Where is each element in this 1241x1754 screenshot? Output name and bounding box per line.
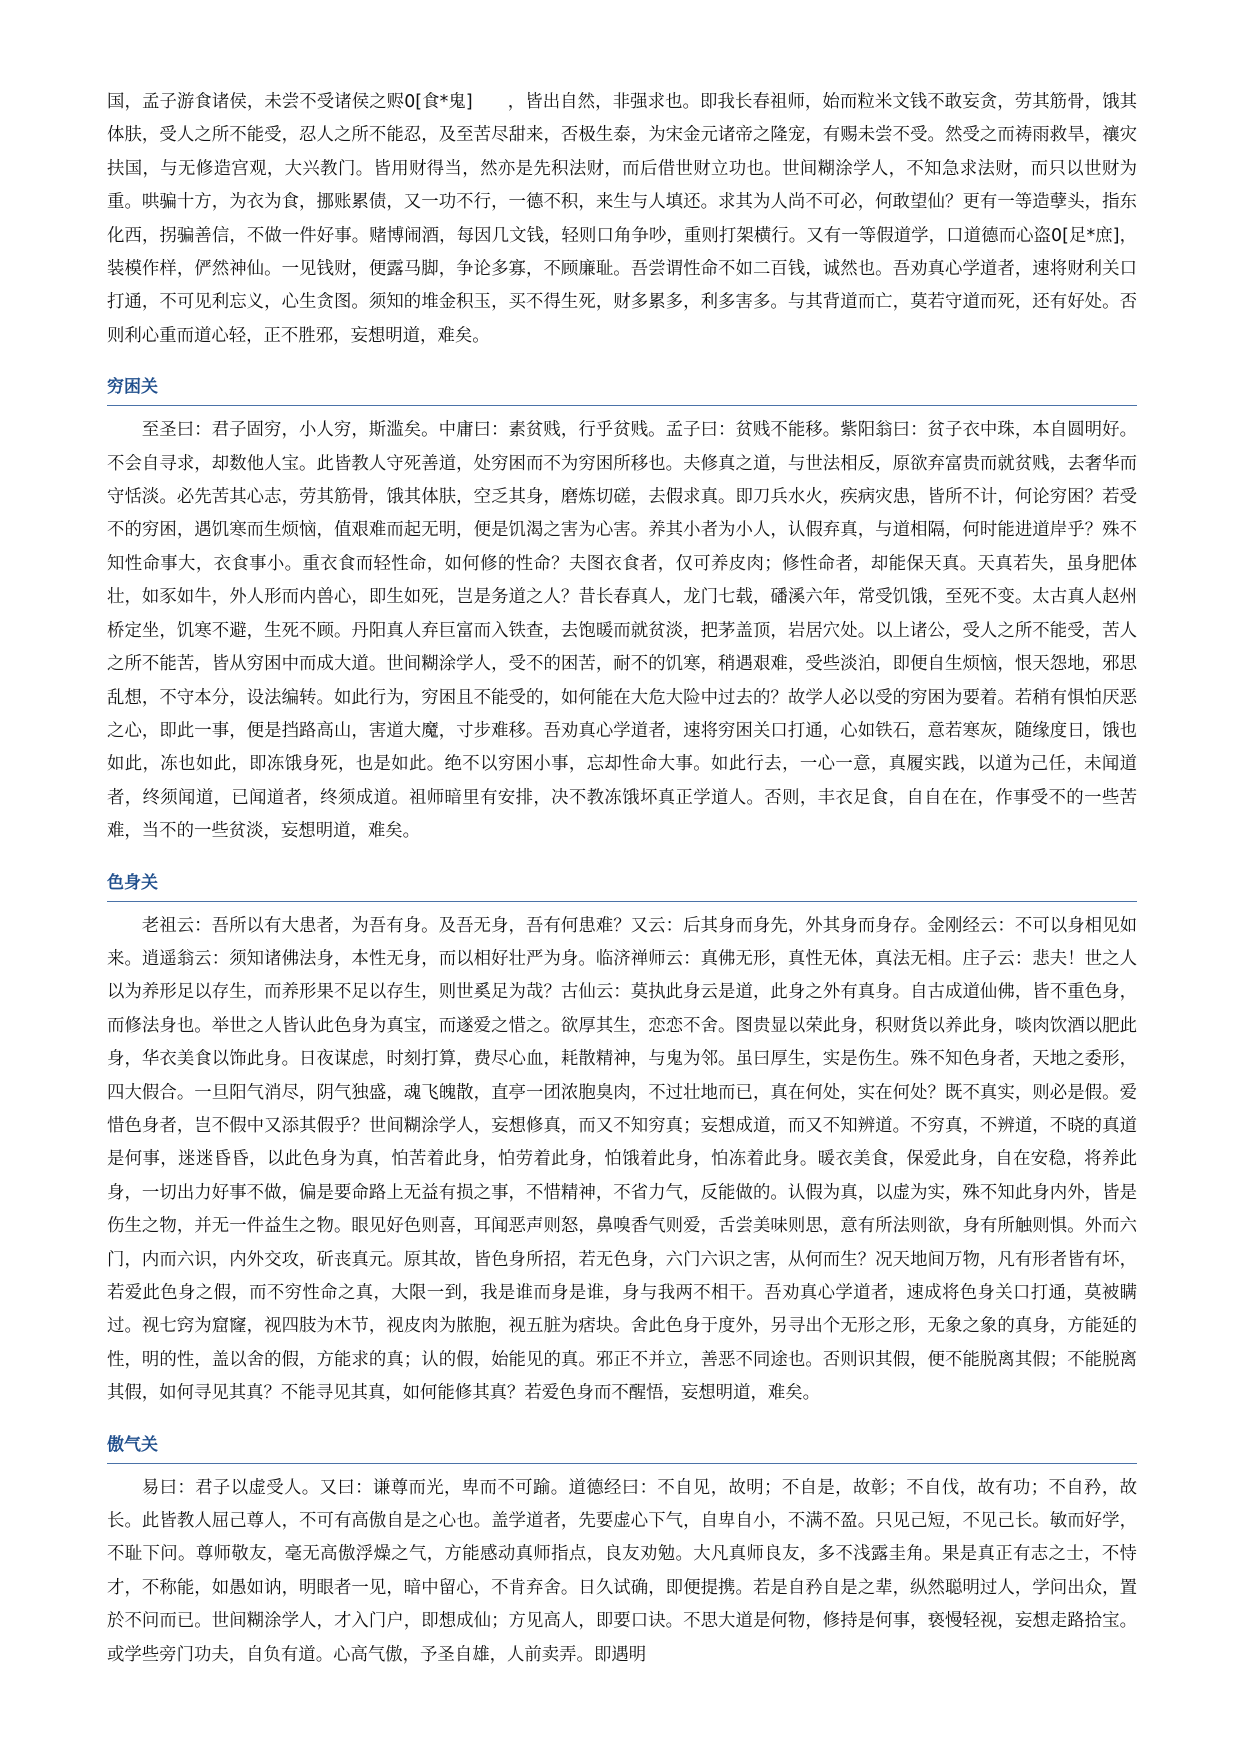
document-page xyxy=(107,86,1137,1672)
section-body-arrogance: 易曰：君子以虚受人。又曰：谦尊而光，卑而不可踰。道德经曰：不自见，故明；不自是，故彰；不自伐，故有功；不自矜，故长。此皆教人屈己尊人，不可有高傲自是之心也。盖学道者，先要虚心下气，自卑自小，不满不盈。只见己短，不见己长。敏而好学，不耻下问。尊师敬友，毫无高傲浮燥之气，方能感动真师指点，良友劝勉。大凡真师良友，多不浅露圭角。果是真正有志之士，不恃才，不称能，如愚如讷，明眼者一见，暗中留心，不肯弃舍。日久试确，即便提携。若是自矜自是之辈，纵然聪明过人，学问出众，置於不问而已。世间糊涂学人，才入门户，即想成仙；方见高人，即要口诀。不思大道是何物，修持是何事，亵慢轻视，妄想走路拾宝。或学些旁门功夫，自负有道。心高气傲，予圣自雄，人前卖弄。即遇明 xyxy=(107,1477,1137,1665)
section-heading-physical-body: 色身关 xyxy=(107,869,1137,902)
section-heading-arrogance: 傲气关 xyxy=(107,1431,1137,1464)
section-body-physical-body: 老祖云：吾所以有大患者，为吾有身。及吾无身，吾有何患难？又云：后其身而身先，外其身而身存。金刚经云：不可以身相见如来。逍遥翁云：须知诸佛法身，本性无身，而以相好壮严为身。临济禅师云：真佛无形，真性无体，真法无相。庄子云：悲夫！世之人以为养形足以存生，而养形果不足以存生，则世奚足为哉？古仙云：莫执此身云是道，此身之外有真身。自古成道仙佛，皆不重色身，而修法身也。举世之人皆认此色身为真宝，而遂爱之惜之。欲厚其生，恋恋不舍。图贵显以荣此身，积财货以养此身，啖肉饮酒以肥此身，华衣美食以饰此身。日夜谋虑，时刻打算，费尽心血，耗散精神，与鬼为邻。虽曰厚生，实是伤生。殊不知色身者，天地之委形，四大假合。一旦阳气消尽，阴气独盛，魂飞魄散，直亭一团浓胞臭肉，不过壮地而已，真在何处，实在何处？既不真实，则必是假。爱惜色身者，岂不假中又添其假乎？世间糊涂学人，妄想修真，而又不知穷真；妄想成道，而又不知辨道。不穷真，不辨道，不晓的真道是何事，迷迷昏昏，以此色身为真，怕苦着此身，怕劳着此身，怕饿着此身，怕冻着此身。暖衣美食，保爱此身，自在安稳，将养此身，一切出力好事不做，偏是要命路上无益有损之事，不惜精神，不省力气，反能做的。认假为真，以虚为实，殊不知此身内外，皆是伤生之物，并无一件益生之物。眼见好色则喜，耳闻恶声则怒，鼻嗅香气则爱，舌尝美味则思，意有所法则欲，身有所触则惧。外而六门，内而六识，内外交攻，斫丧真元。原其故，皆色身所招，若无色身，六门六识之害，从何而生？况天地间万物，凡有形者皆有坏，若爱此色身之假，而不穷性命之真，大限一到，我是谁而身是谁，身与我两不相干。吾劝真心学道者，速成将色身关口打通，莫被瞒过。视七窍为窟窿，视四肢为木节，视皮肉为脓胞，视五脏为痞块。舍此色身于度外，另寻出个无形之形，无象之象的真身，方能延的性，明的性，盖以舍的假，方能求的真；认的假，始能见的真。邪正不并立，善恶不同途也。否则识其假，便不能脱离其假；不能脱离其假，如何寻见其真？不能寻见其真，如何能修其真？若爱色身而不醒悟，妄想明道，难矣。 xyxy=(107,915,1137,1404)
section-heading-poverty: 穷困关 xyxy=(107,373,1137,406)
section-body-poverty: 至圣曰：君子固穷，小人穷，斯滥矣。中庸曰：素贫贱，行乎贫贱。孟子曰：贫贱不能移。紫阳翁曰：贫子衣中珠，本自圆明好。不会自寻求，却数他人宝。此皆教人守死善道，处穷困而不为穷困所移也。夫修真之道，与世法相反，原欲弃富贵而就贫贱，去奢华而守恬淡。必先苦其心志，劳其筋骨，饿其体肤，空乏其身，磨炼切磋，去假求真。即刀兵水火，疾病灾患，皆所不计，何论穷困？若受不的穷困，遇饥寒而生烦恼，值艰难而起无明，便是饥渴之害为心害。养其小者为小人，认假弃真，与道相隔，何时能进道岸乎？殊不知性命事大，衣食事小。重衣食而轻性命，如何修的性命？夫图衣食者，仅可养皮肉；修性命者，却能保天真。天真若失，虽身肥体壮，如豕如牛，外人形而内兽心，即生如死，岂是务道之人？昔长春真人，龙门七载，磻溪六年，常受饥饿，至死不变。太古真人赵州桥定坐，饥寒不避，生死不顾。丹阳真人弃巨富而入铁查，去饱暖而就贫淡，把茅盖顶，岩居穴处。以上诸公，受人之所不能受，苦人之所不能苦，皆从穷困中而成大道。世间糊涂学人，受不的困苦，耐不的饥寒，稍遇艰难，受些淡泊，即便自生烦恼，恨天怨地，邪思乱想，不守本分，设法编转。如此行为，穷困且不能受的，如何能在大危大险中过去的？故学人必以受的穷困为要着。若稍有惧怕厌恶之心，即此一事，便是挡路高山，害道大魔，寸步难移。吾劝真心学道者，速将穷困关口打通，心如铁石，意若寒灰，随缘度日，饿也如此，冻也如此，即冻饿身死，也是如此。绝不以穷困小事，忘却性命大事。如此行去，一心一意，真履实践，以道为己任，未闻道者，终须闻道，已闻道者，终须成道。祖师暗里有安排，决不教冻饿坏真正学道人。否则，丰衣足食，自自在在，作事受不的一些苦难，当不的一些贫淡，妄想明道，难矣。 xyxy=(107,420,1137,842)
intro-paragraph: 国，孟子游食诸侯，未尝不受诸侯之赆0[食*鬼] ，皆出自然，非强求也。即我长春祖师，始而粒米文钱不敢妄贪，劳其筋骨，饿其体肤，受人之所不能受，忍人之所不能忍，及至苦尽甜来，否极生泰，为宋金元诸帝之隆宠，有赐未尝不受。然受之而祷雨救旱，禳灾扶国，与无修造宫观，大兴教门。皆用财得当，然亦是先积法财，而后借世财立功也。世间糊涂学人，不知急求法财，而只以世财为重。哄骗十方，为衣为食，挪账累债，又一功不行，一德不积，来生与人填还。求其为人尚不可必，何敢望仙？更有一等造孽头，指东化西，拐骗善信，不做一件好事。赌博闹酒，每因几文钱，轻则口角争吵，重则打架横行。又有一等假道学，口道德而心盗0[足*庶]，装模作样，俨然神仙。一见钱财，便露马脚，争论多寡，不顾廉耻。吾尝谓性命不如二百钱，诚然也。吾劝真心学道者，速将财利关口打通，不可见利忘义，心生贪图。须知的堆金积玉，买不得生死，财多累多，利多害多。与其背道而亡，莫若守道而死，还有好处。否则利心重而道心轻，正不胜邪，妄想明道，难矣。 xyxy=(107,92,1137,346)
